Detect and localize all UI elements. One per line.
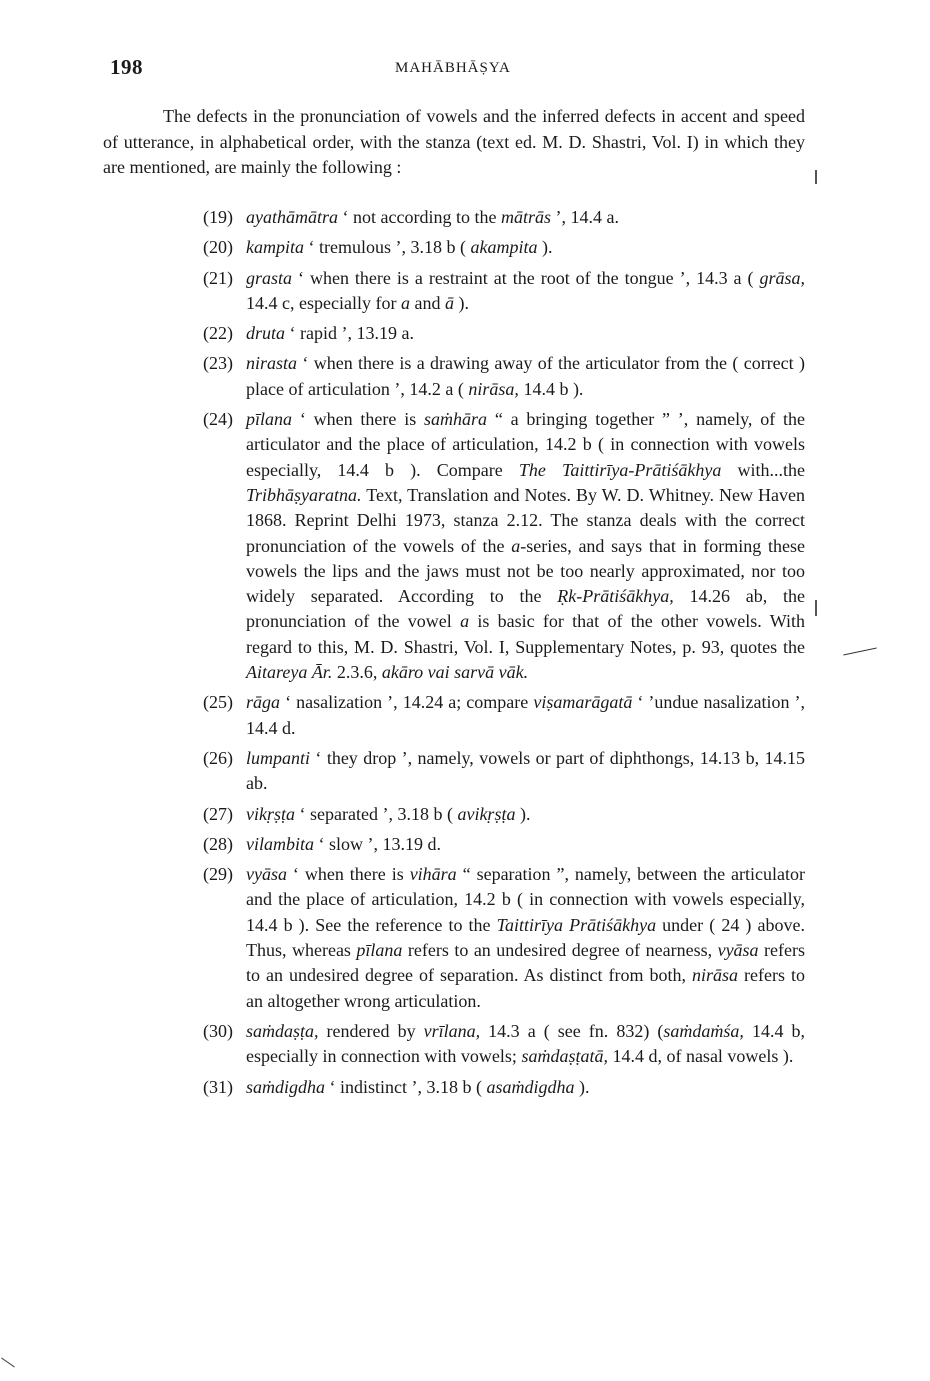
entry-text: ‘ slow ’, 13.19 d. (314, 833, 441, 854)
entry-text: “ a bringing together ” ’, namely, of the articulator and the place of articulation, 14.2 b ( in connection with vowels especially, 14.4 b ). Compare (246, 409, 806, 480)
corner-scribble (1, 1358, 15, 1368)
entry-italic: The Taittirīya-Prātiśākhya (518, 459, 722, 480)
entry-text: 2.3.6, (332, 662, 382, 683)
entry-number: (21) (203, 267, 233, 288)
entry-italic: Ṛk-Prātiśākhya, (557, 586, 674, 607)
entry-number: (20) (203, 237, 233, 258)
entry-number: (30) (203, 1020, 233, 1041)
entry-italic: akāro vai sarvā vāk. (381, 662, 529, 683)
entry-text: ). (574, 1076, 590, 1097)
entry-text: ‘ tremulous ’, 3.18 b ( (304, 237, 471, 258)
entry-text: ‘ separated ’, 3.18 b ( (295, 803, 458, 824)
entry-term: druta (246, 323, 286, 344)
entry-term: lumpanti (246, 747, 311, 768)
entry-italic: a (400, 292, 410, 313)
entry-text: 14.4 b ). (518, 378, 584, 399)
defect-entry (203, 746, 805, 797)
entry-text: and (409, 292, 445, 313)
entry-number: (28) (203, 833, 233, 854)
entry-text: ‘ ’undue nasalization ’, 14.4 d. (246, 692, 805, 738)
intro-text: The defects in the pronunciation of vowels and the inferred defects in accent and speed of utterance, in alphabetical order, with the stanza (text ed. M. D. Shastri, Vol. I) in which they are mentioned, are mainly the following : (103, 106, 805, 177)
entry-text: refers to an altogether wrong articulation. (246, 965, 805, 1011)
entry-number: (29) (203, 864, 233, 885)
entry-italic: nirāsa, (468, 378, 519, 399)
entry-term: vyāsa (246, 864, 287, 885)
entry-italic: viṣamarāgatā (533, 692, 633, 713)
defect-entry (203, 862, 805, 1014)
entry-text: -series, and says that in forming these vowels the lips and the jaws must not be too nearly approximated, nor too widely separated. According to the (246, 535, 805, 607)
entry-number: (19) (203, 207, 233, 227)
entry-term: vilambita (246, 833, 314, 854)
entry-italic: mātrās (500, 207, 551, 227)
entry-text: refers to an undesired degree of nearness, (402, 940, 718, 961)
defect-entry (203, 1019, 805, 1070)
entry-text: “ separation ”, namely, between the articulator and the place of articulation, 14.2 b ( in connection with vowels especially, 14.4 b ). See the reference to the (246, 864, 805, 935)
entry-italic: vihāra (409, 864, 457, 885)
entry-text: ‘ nasalization ’, 14.24 a; compare (280, 692, 534, 713)
entry-text: ‘ not according to the (338, 207, 501, 227)
entry-text: refers to an undesired degree of separation. As distinct from both, (246, 940, 805, 986)
entry-number: (24) (203, 409, 233, 430)
entry-italic: a (460, 611, 470, 632)
entry-text: is basic for that of the other vowels. With regard to this, M. D. Shastri, Vol. I, Supplementary Notes, p. 93, quotes the (246, 611, 805, 657)
entry-text: 14.4 b, especially in connection with vowels; (246, 1020, 805, 1067)
entry-text: ‘ when there is (292, 409, 425, 430)
entry-text: ‘ they drop ’, namely, vowels or part of diphthongs, 14.13 b, 14.15 ab. (246, 747, 805, 794)
entry-italic: saṁhāra (424, 409, 488, 430)
entry-term: pīlana (246, 409, 293, 430)
entry-number: (23) (203, 353, 233, 374)
defects-list (203, 205, 805, 1105)
entry-text: ‘ when there is (286, 864, 410, 885)
entry-text: ‘ rapid ’, 13.19 a. (285, 323, 414, 344)
margin-mark (815, 600, 817, 616)
entry-text: rendered by (318, 1020, 424, 1041)
entry-text: under ( 24 ) above. Thus, whereas (246, 914, 805, 961)
margin-dash (843, 647, 876, 655)
entry-text: ). (537, 237, 553, 258)
defect-entry (203, 205, 805, 230)
entry-italic: vyāsa (717, 940, 759, 961)
entry-italic: asaṁdigdha (486, 1076, 575, 1097)
entry-text: with...the (721, 459, 805, 480)
defect-entry (203, 832, 805, 857)
defect-entry (203, 266, 805, 317)
entry-italic: ā (444, 292, 454, 313)
page-number: 198 (110, 55, 143, 79)
entry-italic: saṁdaṣṭatā, (521, 1046, 608, 1067)
entry-text: 14.26 ab, the pronunciation of the vowel (246, 586, 805, 632)
running-head: MAHĀBHĀṢYA (395, 60, 511, 76)
defect-entry (203, 690, 805, 741)
entry-italic: avikṛṣṭa (457, 803, 516, 824)
defect-entry (203, 1075, 805, 1100)
entry-italic: saṁdaṁśa, (663, 1020, 744, 1041)
entry-italic: nirāsa (691, 965, 738, 986)
entry-italic: akampita (470, 237, 538, 258)
defect-entry (203, 407, 805, 685)
entry-number: (27) (203, 803, 233, 824)
entry-text: ). (453, 292, 469, 313)
entry-italic: grāsa, (759, 267, 805, 288)
entry-term: grasta (246, 267, 293, 288)
entry-term: ayathāmātra (246, 207, 338, 227)
margin-mark (815, 170, 817, 184)
entry-italic: Taittirīya Prātiśākhya (496, 914, 657, 935)
entry-number: (31) (203, 1076, 233, 1097)
entry-number: (26) (203, 747, 233, 768)
entry-text: 14.4 c, especially for (246, 292, 401, 313)
entry-number: (25) (203, 692, 233, 713)
entry-text: 14.4 d, of nasal vowels ). (607, 1046, 794, 1067)
entry-term: rāga (246, 692, 281, 713)
entry-text: 14.3 a ( see fn. 832) ( (480, 1020, 664, 1041)
entry-term: saṁdaṣṭa, (246, 1020, 319, 1041)
entry-italic: a (511, 535, 521, 556)
entry-text: Text, Translation and Notes. By W. D. Whitney. New Haven 1868. Reprint Delhi 1973, stanza 2.12. The stanza deals with the correct pronunciation of the vowels of the (246, 484, 805, 556)
entry-italic: pīlana (356, 940, 403, 961)
defect-entry (203, 321, 805, 346)
entry-text: ‘ when there is a restraint at the root of the tongue ’, 14.3 a ( (292, 267, 760, 288)
defect-entry (203, 235, 805, 260)
entry-text: ‘ indistinct ’, 3.18 b ( (325, 1076, 487, 1097)
entry-text: ). (515, 803, 531, 824)
entry-italic: vrīlana, (423, 1020, 481, 1041)
intro-paragraph (103, 104, 805, 181)
entry-text: ’, 14.4 a. (550, 207, 619, 227)
entry-term: kampita (246, 237, 304, 258)
entry-italic: Tribhāṣyaratna. (246, 484, 362, 505)
entry-term: nirasta (246, 353, 298, 374)
entry-text: ‘ when there is a drawing away of the articulator from the ( correct ) place of articulation ’, 14.2 a ( (246, 353, 805, 399)
entry-term: vikṛṣṭa (246, 803, 295, 824)
entry-term: saṁdigdha (246, 1076, 326, 1097)
defect-entry (203, 351, 805, 402)
entry-italic: Aitareya Ār. (246, 662, 333, 683)
entry-number: (22) (203, 323, 233, 344)
defect-entry (203, 802, 805, 827)
